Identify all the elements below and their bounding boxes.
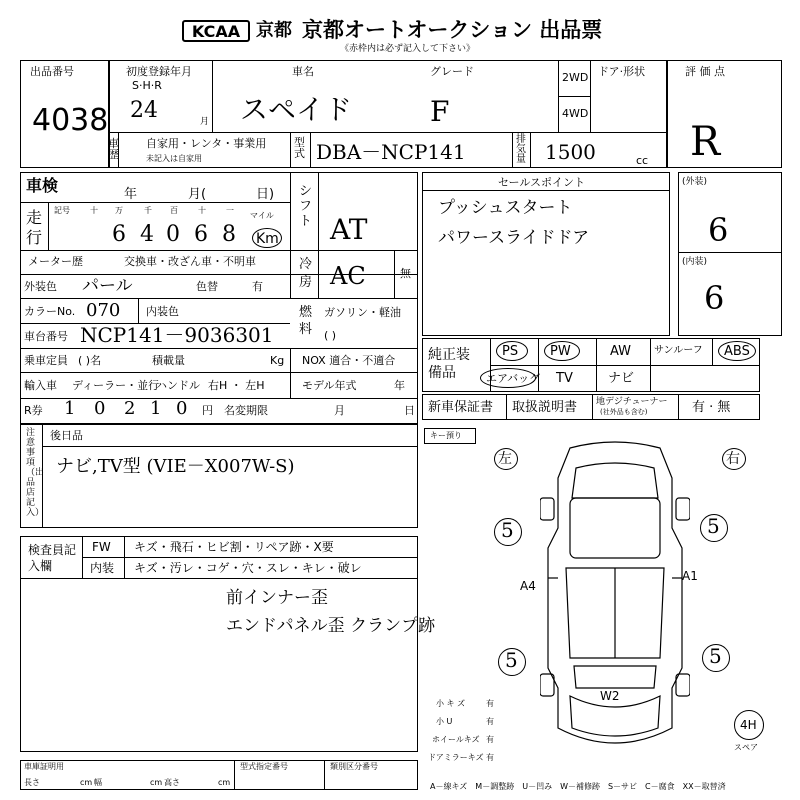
form-title: 京都オートオークション 出品票 — [302, 18, 603, 42]
notes-value: ナビ,TV型 (VIE－X007W-S) — [56, 456, 295, 477]
legend-yu-4: 有 — [486, 753, 494, 762]
inspector-int-text: キズ・汚レ・コゲ・穴・スレ・キレ・破レ — [134, 561, 362, 575]
equipment-pw: PW — [550, 344, 571, 359]
mileage-km: Km — [256, 231, 279, 247]
drive-2wd: 2WD — [562, 71, 589, 84]
load-label: 積載量 — [152, 354, 185, 367]
fuel-label: 燃料 — [299, 305, 313, 337]
key-label: キー預り — [430, 431, 462, 440]
model-value: DBA－NCP141 — [316, 140, 466, 164]
car-name-label: 車名 — [292, 65, 314, 78]
color-ari: 有 — [252, 280, 263, 293]
exterior-value: 6 — [708, 211, 729, 249]
docs-digital: 地デジチューナー — [596, 397, 668, 407]
fuel-paren: ( ) — [324, 329, 337, 342]
reg-era: S·H·R — [132, 79, 162, 92]
mark-right-door: A1 — [682, 569, 698, 583]
ac-none: 無 — [400, 267, 411, 280]
door-label: ドア·形状 — [598, 65, 646, 78]
spare-label: スペア — [734, 743, 758, 752]
notes-after: 後日品 — [50, 429, 83, 442]
legend-yu-3: 有 — [486, 735, 494, 744]
shaken-label: 車検 — [26, 176, 59, 195]
docs-warranty: 新車保証書 — [428, 400, 494, 415]
footer-class-no: 類別区分番号 — [330, 762, 378, 771]
mileage-digit-2: 4 — [140, 222, 154, 247]
color-change: 色替 — [196, 280, 218, 293]
equipment-airbag: エアバッグ — [486, 372, 541, 385]
recycle-digit-4: 1 — [150, 398, 162, 419]
color-label: 外装色 — [24, 280, 57, 293]
reg-month-unit: 月 — [200, 117, 210, 127]
diagram-left: 左 — [498, 451, 512, 467]
reg-label: 初度登録年月 — [126, 65, 192, 78]
recycle-label: R券 — [24, 404, 43, 417]
mileage-digit-5: 8 — [222, 222, 236, 247]
sales-point-box — [422, 172, 670, 336]
mark-front-right: 5 — [707, 514, 720, 538]
lot-label: 出品番号 — [30, 65, 74, 78]
legend-yu-1: 有 — [486, 699, 494, 708]
chassis-value: NCP141－9036301 — [80, 323, 274, 347]
logo — [182, 20, 250, 42]
mileage-unit-4: 百 — [170, 206, 178, 215]
ac-label: 冷房 — [299, 257, 313, 290]
history-label: 車歴 — [108, 137, 119, 161]
ac-value: AC — [330, 262, 366, 290]
eval-value: R — [690, 119, 721, 165]
expiry-label: 名変期限 — [224, 404, 268, 417]
capacity-paren: ( )名 — [78, 354, 102, 367]
mileage-digit-3: 0 — [166, 222, 180, 247]
history-options: 自家用・レンタ・事業用 — [146, 137, 267, 150]
docs-digital-note: (社外品も含む) — [600, 408, 648, 416]
footer-model-no: 型式指定番号 — [240, 762, 288, 771]
recycle-digit-3: 2 — [124, 398, 136, 419]
mileage-digit-1: 6 — [112, 222, 126, 247]
expiry-day: 日 — [404, 404, 415, 417]
equipment-ps: PS — [502, 344, 519, 359]
drive-4wd: 4WD — [562, 107, 589, 120]
interior-value: 6 — [704, 279, 725, 317]
shaken-day: 日) — [256, 187, 275, 202]
mark-rear-left: 5 — [505, 648, 518, 672]
notes-label: 注意事項（出品店記入） — [26, 428, 45, 518]
grade-label: グレード — [430, 65, 474, 78]
logo-kyoto: 京都 — [256, 20, 292, 41]
footer-length: 長さ — [24, 778, 40, 787]
docs-manual: 取扱説明書 — [512, 400, 578, 415]
equipment-abs: ABS — [724, 344, 750, 359]
chassis-label: 車台番号 — [24, 330, 68, 343]
sales-point-line1: プッシュスタート — [438, 198, 573, 218]
form-subtitle: 《赤枠内は必ず記入して下さい》 — [340, 44, 476, 54]
car-name-value: スペイド — [240, 93, 353, 126]
load-kg: Kg — [270, 354, 285, 367]
footer-cm-2: cm — [150, 778, 163, 787]
interior-label: (内装) — [682, 257, 708, 267]
nox: NOX 適合・不適合 — [302, 354, 396, 367]
handle-lr: 右H ・ 左H — [208, 379, 265, 392]
import-label: 輸入車 — [24, 379, 57, 392]
legend-small-scratch: 小 キ ズ — [436, 699, 466, 708]
model-year-label: モデル年式 — [302, 379, 357, 392]
mileage-label: 走行 — [26, 208, 43, 247]
mileage-unit-5: 十 — [198, 206, 206, 215]
color-no-value: 070 — [86, 300, 121, 321]
mileage-unit-2: 万 — [115, 206, 123, 215]
footer-legend: A－線キズ M－調整跡 U－凹み W－補修跡 S－サビ C－腐食 XX－取替済 — [430, 782, 726, 791]
equipment-sunroof: サンルーフ — [654, 345, 703, 356]
model-label: 型式 — [294, 136, 305, 160]
legend-mirror: ドアミラーキズ — [428, 753, 484, 762]
mark-front-left: 5 — [501, 518, 514, 542]
expiry-month: 月 — [334, 404, 345, 417]
color-value: パール — [82, 276, 133, 296]
meter-label: メーター歴 — [28, 255, 83, 268]
inspector-fw: FW — [92, 540, 111, 554]
history-note: 未記入は自家用 — [146, 154, 202, 163]
inspector-note-1: 前インナー歪 — [226, 588, 328, 608]
equipment-tv: TV — [556, 371, 573, 386]
legend-small-u: 小 U — [436, 717, 453, 726]
mileage-digit-4: 6 — [194, 222, 208, 247]
mileage-unit-1: 十 — [90, 206, 98, 215]
inspector-fw-text: キズ・飛石・ヒビ割・リペア跡・X要 — [134, 540, 334, 554]
footer-cm-1: cm — [80, 778, 93, 787]
recycle-unit: 円 — [202, 404, 213, 417]
recycle-digit-2: 0 — [94, 398, 106, 419]
shift-value: AT — [330, 213, 368, 246]
recycle-digit-5: 0 — [176, 398, 188, 419]
spare-value: 4H — [740, 718, 757, 732]
lot-number: 4038 — [32, 103, 109, 138]
equipment-label: 純正装備品 — [428, 347, 470, 381]
mileage-unit-3: 千 — [144, 206, 152, 215]
handle-label: ハンドル — [156, 379, 200, 392]
shaken-year: 年 — [124, 187, 138, 202]
model-year-unit: 年 — [394, 379, 405, 392]
footer-width: 幅 — [94, 778, 102, 787]
exterior-label: (外装) — [682, 177, 708, 187]
docs-yes-no: 有 · 無 — [692, 400, 731, 415]
fuel-options: ガソリン・軽油 — [324, 306, 401, 319]
mileage-mile: マイル — [250, 211, 274, 220]
meter-options: 交換車・改ざん車・不明車 — [124, 255, 256, 268]
logo-text: KCAA — [191, 22, 241, 41]
mark-left-door: A4 — [520, 579, 536, 593]
footer-height: 高さ — [164, 778, 180, 787]
car-diagram — [540, 438, 690, 756]
recycle-digit-1: 1 — [64, 398, 76, 419]
shift-label: シフト — [299, 184, 313, 229]
import-dealer: ディーラー・並行 — [72, 379, 160, 392]
legend-yu-2: 有 — [486, 717, 494, 726]
condition-box — [678, 172, 782, 336]
footer-cert: 車庫証明用 — [24, 762, 64, 771]
grade-value: F — [430, 95, 450, 128]
inspector-note-2: エンドパネル歪 クランプ跡 — [226, 616, 436, 636]
inspector-label: 検査員記入欄 — [28, 543, 77, 573]
equipment-aw: AW — [610, 344, 632, 359]
equipment-navi: ナビ — [608, 371, 635, 386]
inspector-int: 内装 — [90, 561, 115, 575]
capacity-label: 乗車定員 — [24, 354, 68, 367]
disp-label: 排気量 — [516, 134, 526, 165]
mark-rear: W2 — [600, 689, 620, 703]
shaken-month: 月( — [188, 187, 207, 202]
sales-point-label: セールスポイント — [498, 176, 586, 189]
mileage-unit-6: 一 — [226, 206, 234, 215]
footer-cm-3: cm — [218, 778, 231, 787]
disp-unit: cc — [636, 154, 649, 167]
reg-year: 24 — [130, 98, 158, 123]
mileage-kigou: 記号 — [54, 206, 70, 215]
disp-value: 1500 — [545, 140, 596, 164]
legend-wheel: ホイールキズ — [432, 735, 480, 744]
diagram-right: 右 — [726, 451, 740, 467]
mark-rear-right: 5 — [709, 644, 722, 668]
interior-color-label: 内装色 — [146, 305, 179, 318]
sales-point-line2: パワースライドドア — [438, 228, 590, 248]
eval-label: 評 価 点 — [685, 65, 725, 78]
color-no-label: カラーNo. — [24, 305, 76, 318]
